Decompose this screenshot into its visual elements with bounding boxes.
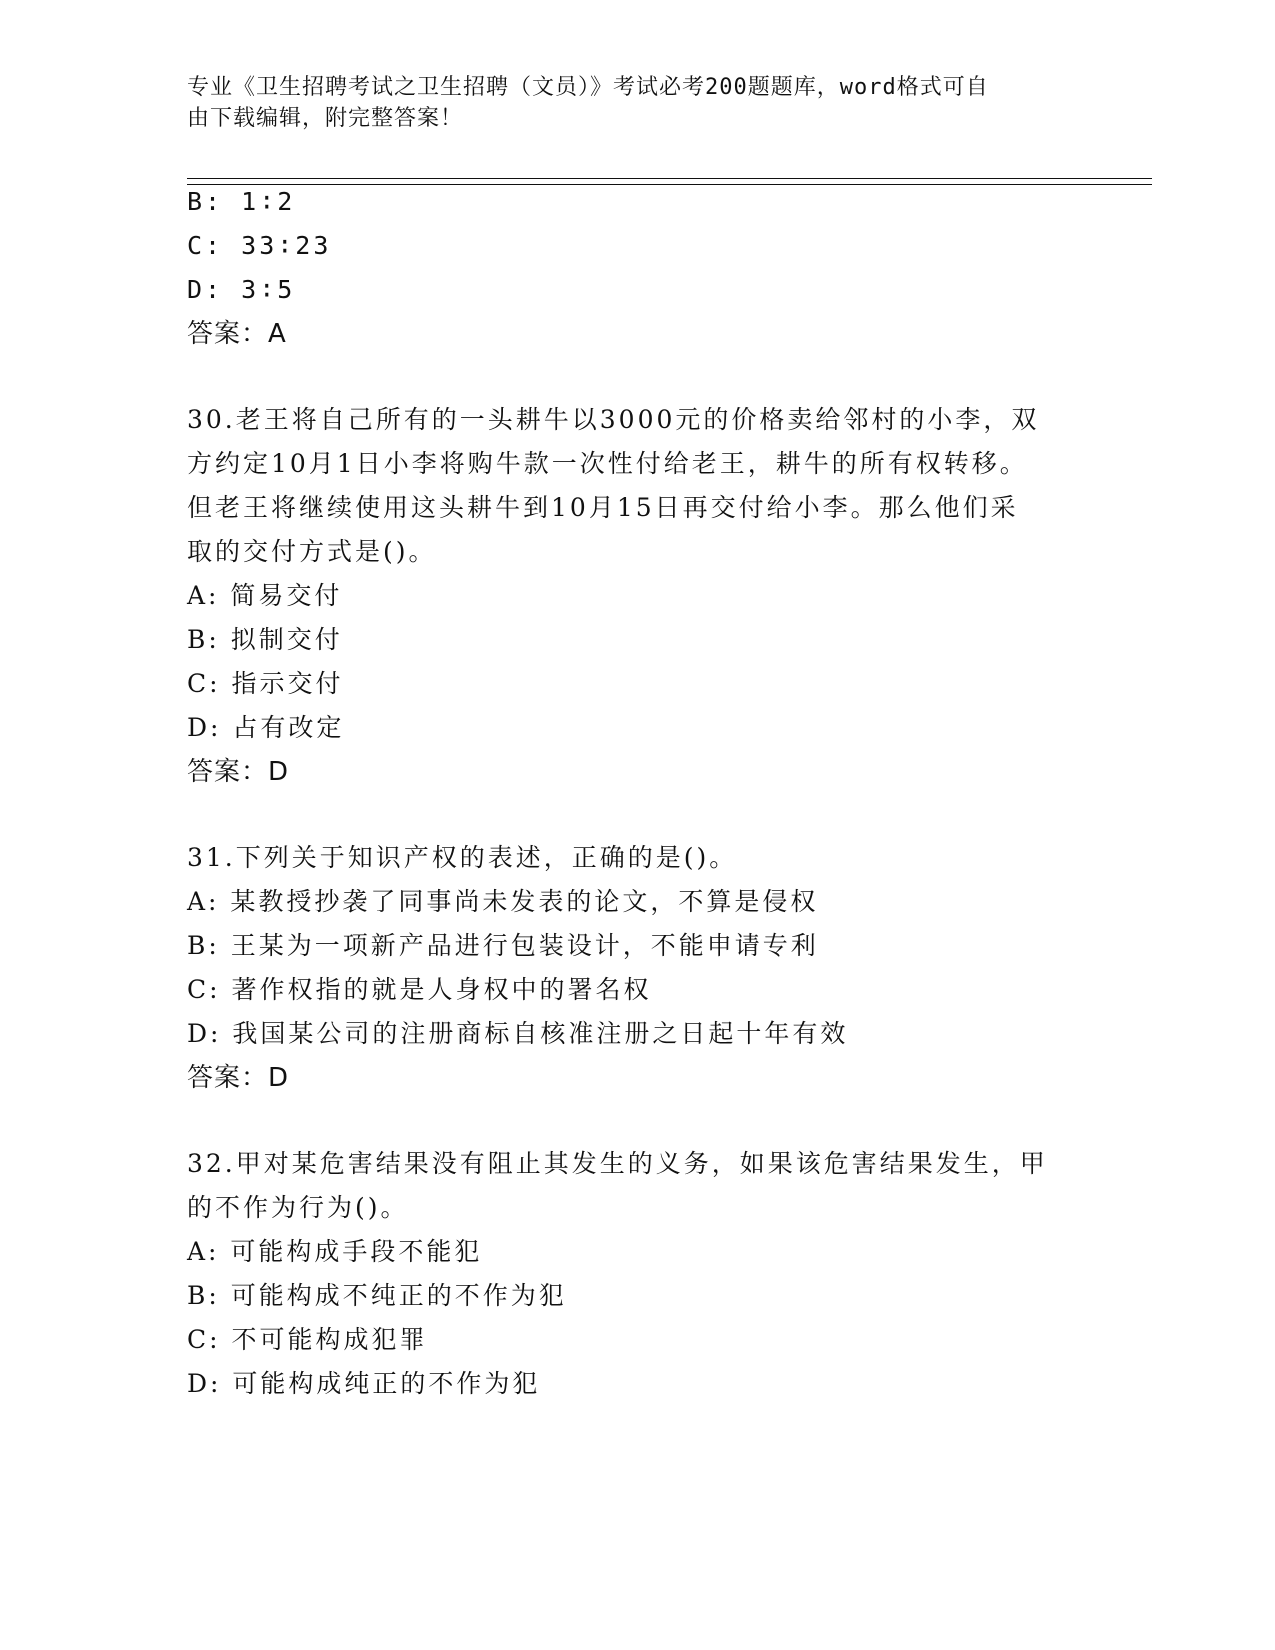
q31-option-c: C: 著作权指的就是人身权中的署名权: [187, 975, 652, 1004]
q30-answer: 答案：D: [187, 757, 290, 787]
q30-option-b: B: 拟制交付: [187, 625, 343, 654]
header-divider-bottom: [187, 184, 1152, 185]
header-line-2: 由下载编辑，附完整答案！: [187, 106, 464, 131]
q30-option-d: D: 占有改定: [187, 713, 345, 742]
q31-answer: 答案：D: [187, 1063, 290, 1093]
q29-option-c: C: 33∶23: [187, 231, 332, 260]
q32-option-d: D: 可能构成纯正的不作为犯: [187, 1369, 541, 1398]
q32-option-b: B: 可能构成不纯正的不作为犯: [187, 1281, 567, 1310]
q32-option-c: C: 不可能构成犯罪: [187, 1325, 428, 1354]
q30-stem-line-3: 但老王将继续使用这头耕牛到10月15日再交付给小李。那么他们采: [187, 493, 1019, 522]
q31-stem-line-1: 31.下列关于知识产权的表述，正确的是()。: [187, 843, 738, 872]
q30-stem-line-2: 方约定10月1日小李将购牛款一次性付给老王，耕牛的所有权转移。: [187, 449, 1028, 478]
document-header: [187, 72, 1067, 134]
q31-option-b: B: 王某为一项新产品进行包装设计，不能申请专利: [187, 931, 819, 960]
q30-stem-line-4: 取的交付方式是()。: [187, 537, 437, 566]
q29-option-d: D: 3∶5: [187, 275, 296, 304]
q32-stem-line-1: 32.甲对某危害结果没有阻止其发生的义务，如果该危害结果发生，甲: [187, 1149, 1048, 1178]
q31-option-a: A: 某教授抄袭了同事尚未发表的论文，不算是侵权: [187, 887, 819, 916]
q29-option-b: B: 1∶2: [187, 187, 296, 216]
q31-option-d: D: 我国某公司的注册商标自核准注册之日起十年有效: [187, 1019, 849, 1048]
q29-answer: 答案：A: [187, 319, 287, 349]
q30-stem-line-1: 30.老王将自己所有的一头耕牛以3000元的价格卖给邻村的小李，双: [187, 405, 1040, 434]
q30-option-a: A: 简易交付: [187, 581, 343, 610]
header-divider-top: [187, 178, 1152, 179]
q32-option-a: A: 可能构成手段不能犯: [187, 1237, 483, 1266]
header-line-1: 专业《卫生招聘考试之卫生招聘（文员）》考试必考200题题库，word格式可自: [187, 75, 989, 100]
q30-option-c: C: 指示交付: [187, 669, 344, 698]
q32-stem-line-2: 的不作为行为()。: [187, 1193, 409, 1222]
